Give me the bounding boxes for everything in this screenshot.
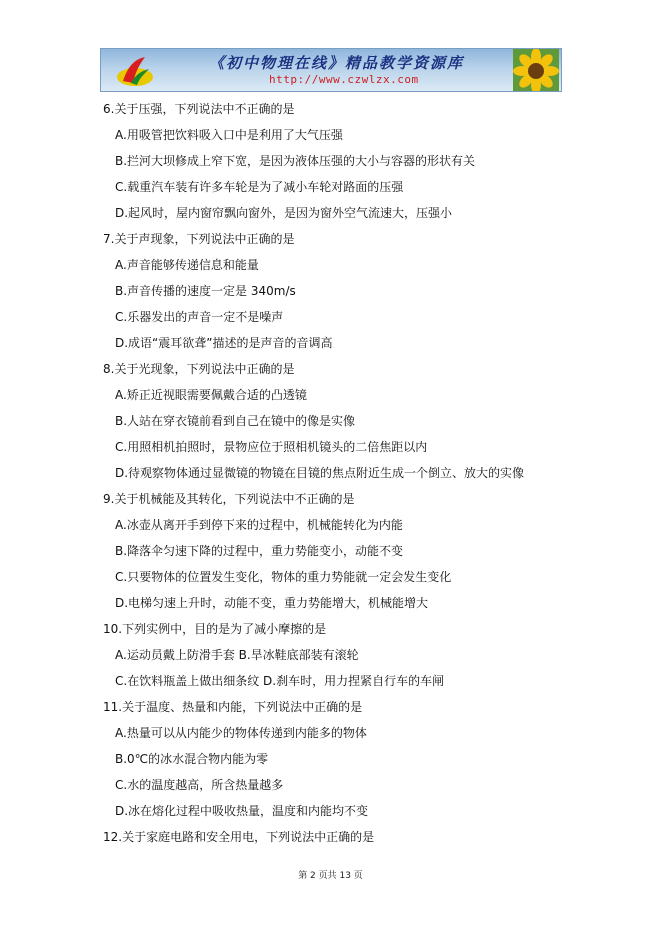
- option-c: C.乐器发出的声音一定不是噪声: [115, 310, 284, 324]
- question-stem: 10.下列实例中，目的是为了减小摩擦的是: [103, 622, 327, 636]
- option-d: D.成语“震耳欲聋”描述的是声音的音调高: [115, 336, 333, 350]
- site-title: 《初中物理在线》精品教学资源库: [209, 54, 465, 72]
- option-a: A.声音能够传递信息和能量: [115, 258, 259, 272]
- option-ab: A.运动员戴上防滑手套 B.旱冰鞋底部装有滚轮: [115, 648, 359, 662]
- option-a: A.冰壶从离开手到停下来的过程中，机械能转化为内能: [115, 518, 403, 532]
- page-number: 第 2 页共 13 页: [298, 871, 363, 881]
- question-stem: 11.关于温度、热量和内能，下列说法中正确的是: [103, 700, 363, 714]
- option-c: C.只要物体的位置发生变化，物体的重力势能就一定会发生变化: [115, 570, 452, 584]
- option-d: D.冰在熔化过程中吸收热量，温度和内能均不变: [115, 804, 369, 818]
- question-stem: 12.关于家庭电路和安全用电，下列说法中正确的是: [103, 830, 375, 844]
- question-stem: 7.关于声现象，下列说法中正确的是: [103, 232, 295, 246]
- question-stem: 8.关于光现象，下列说法中正确的是: [103, 362, 295, 376]
- option-b: B.声音传播的速度一定是 340m/s: [115, 284, 296, 298]
- option-b: B.0℃的冰水混合物内能为零: [115, 752, 269, 766]
- option-d: D.起风时，屋内窗帘飘向窗外，是因为窗外空气流速大，压强小: [115, 206, 453, 220]
- option-b: B.降落伞匀速下降的过程中，重力势能变小，动能不变: [115, 544, 404, 558]
- sunflower-icon: [513, 49, 559, 92]
- option-b: B.拦河大坝修成上窄下宽，是因为液体压强的大小与容器的形状有关: [115, 154, 476, 168]
- question-stem: 9.关于机械能及其转化，下列说法中不正确的是: [103, 492, 355, 506]
- option-b: B.人站在穿衣镜前看到自己在镜中的像是实像: [115, 414, 356, 428]
- site-url[interactable]: http://www.czwlzx.com: [269, 73, 419, 86]
- option-d: D.待观察物体通过显微镜的物镜在目镜的焦点附近生成一个倒立、放大的实像: [115, 466, 525, 480]
- option-a: A.用吸管把饮料吸入口中是利用了大气压强: [115, 128, 343, 142]
- option-cd: C.在饮料瓶盖上做出细条纹 D.刹车时，用力捏紧自行车的车闸: [115, 674, 445, 688]
- option-c: C.水的温度越高，所含热量越多: [115, 778, 284, 792]
- logo-icon: [115, 53, 155, 89]
- option-a: A.矫正近视眼需要佩戴合适的凸透镜: [115, 388, 307, 402]
- question-list: [103, 96, 583, 850]
- question-stem: 6.关于压强，下列说法中不正确的是: [103, 102, 295, 116]
- option-d: D.电梯匀速上升时，动能不变，重力势能增大，机械能增大: [115, 596, 429, 610]
- option-a: A.热量可以从内能少的物体传递到内能多的物体: [115, 726, 367, 740]
- option-c: C.用照相机拍照时，景物应位于照相机镜头的二倍焦距以内: [115, 440, 428, 454]
- header-banner: [100, 48, 562, 92]
- option-c: C.载重汽车装有许多车轮是为了减小车轮对路面的压强: [115, 180, 404, 194]
